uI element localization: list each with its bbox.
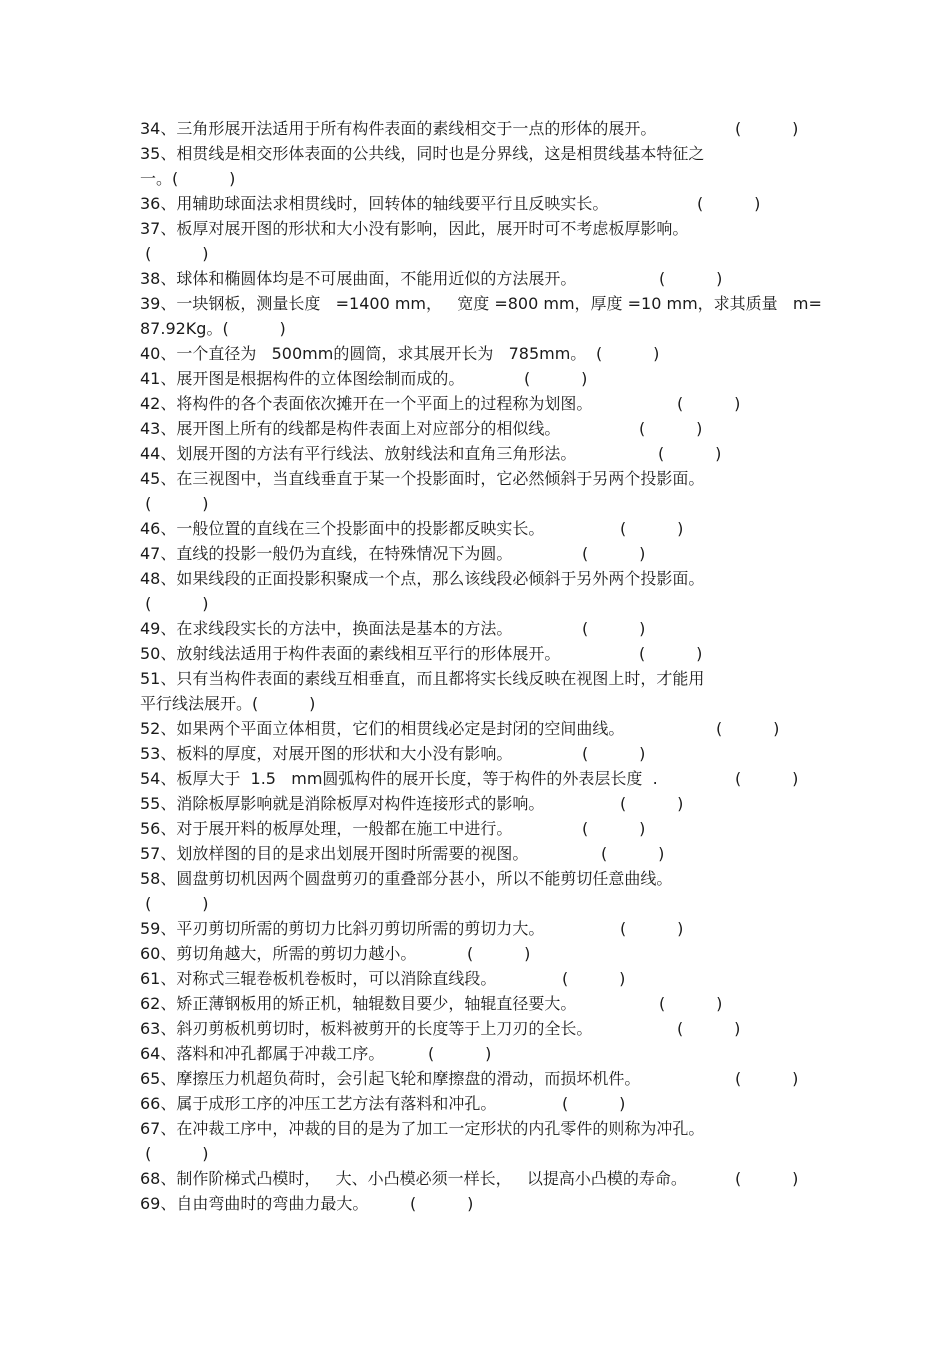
question-line (140, 666, 820, 691)
question-line (140, 1166, 820, 1191)
question-text: 平行线法展开。( ) (140, 694, 316, 713)
answer-bracket[interactable]: ( ) (658, 444, 722, 463)
answer-bracket[interactable]: ( ) (620, 919, 684, 938)
question-text: 63、斜刃剪板机剪切时，板料被剪开的长度等于上刀刃的全长。 (140, 1019, 593, 1038)
answer-bracket[interactable]: ( ) (601, 844, 665, 863)
answer-bracket[interactable]: ( ) (735, 119, 799, 138)
question-text: 46、一般位置的直线在三个投影面中的投影都反映实长。 (140, 519, 545, 538)
question-line (140, 391, 820, 416)
question-text: 65、摩擦压力机超负荷时，会引起飞轮和摩擦盘的滑动，而损坏机件。 (140, 1069, 641, 1088)
question-line (140, 1041, 820, 1066)
answer-bracket[interactable]: ( ) (428, 1044, 492, 1063)
question-text: ( ) (140, 594, 209, 613)
answer-bracket[interactable]: ( ) (639, 419, 703, 438)
question-text: 57、划放样图的目的是求出划展开图时所需要的视图。 (140, 844, 529, 863)
question-text: 52、如果两个平面立体相贯，它们的相贯线必定是封闭的空间曲线。 (140, 719, 625, 738)
question-text: 62、矫正薄钢板用的矫正机，轴辊数目要少，轴辊直径要大。 (140, 994, 577, 1013)
answer-bracket[interactable]: ( ) (735, 769, 799, 788)
question-text: 66、属于成形工序的冲压工艺方法有落料和冲孔。 (140, 1094, 497, 1113)
question-line (140, 966, 820, 991)
answer-bracket[interactable]: ( ) (562, 969, 626, 988)
answer-bracket[interactable]: ( ) (410, 1194, 474, 1213)
question-line (140, 691, 820, 716)
question-text: 37、板厚对展开图的形状和大小没有影响，因此，展开时可不考虑板厚影响。 (140, 219, 689, 238)
question-text: 48、如果线段的正面投影积聚成一个点，那么该线段必倾斜于另外两个投影面。 (140, 569, 705, 588)
question-list (140, 116, 820, 1216)
answer-bracket[interactable]: ( ) (582, 819, 646, 838)
answer-bracket[interactable]: ( ) (467, 944, 531, 963)
answer-bracket[interactable]: ( ) (735, 1169, 799, 1188)
question-line (140, 216, 820, 241)
question-text: ( ) (140, 244, 209, 263)
question-line (140, 566, 820, 591)
question-line (140, 1016, 820, 1041)
question-line (140, 766, 820, 791)
answer-bracket[interactable]: ( ) (524, 369, 588, 388)
question-line (140, 741, 820, 766)
question-line (140, 291, 820, 316)
question-text: 40、一个直径为 500mm的圆筒，求其展开长为 785mm。 (140, 344, 587, 363)
question-text: 44、划展开图的方法有平行线法、放射线法和直角三角形法。 (140, 444, 577, 463)
question-text: 34、三角形展开法适用于所有构件表面的素线相交于一点的形体的展开。 (140, 119, 657, 138)
question-line (140, 491, 820, 516)
question-line (140, 991, 820, 1016)
question-line (140, 916, 820, 941)
question-text: 55、消除板厚影响就是消除板厚对构件连接形式的影响。 (140, 794, 545, 813)
question-line (140, 441, 820, 466)
question-line (140, 366, 820, 391)
question-line (140, 341, 820, 366)
question-text: 43、展开图上所有的线都是构件表面上对应部分的相似线。 (140, 419, 561, 438)
question-text: 56、对于展开料的板厚处理，一般都在施工中进行。 (140, 819, 513, 838)
question-line (140, 1141, 820, 1166)
answer-bracket[interactable]: ( ) (697, 194, 761, 213)
question-line (140, 941, 820, 966)
answer-bracket[interactable]: ( ) (659, 269, 723, 288)
question-text: 35、相贯线是相交形体表面的公共线，同时也是分界线，这是相贯线基本特征之 (140, 144, 705, 163)
question-text: 59、平刃剪切所需的剪切力比斜刃剪切所需的剪切力大。 (140, 919, 545, 938)
question-line (140, 191, 820, 216)
question-text: 42、将构件的各个表面依次摊开在一个平面上的过程称为划图。 (140, 394, 593, 413)
question-text: 67、在冲裁工序中，冲裁的目的是为了加工一定形状的内孔零件的则称为冲孔。 (140, 1119, 705, 1138)
question-text: 41、展开图是根据构件的立体图绘制而成的。 (140, 369, 465, 388)
question-text: 39、一块钢板，测量长度 =1400 mm， 宽度 =800 mm，厚度 =10 mm，求其质量 m= (140, 294, 822, 313)
question-line (140, 841, 820, 866)
question-text: ( ) (140, 494, 209, 513)
question-line (140, 241, 820, 266)
answer-bracket[interactable]: ( ) (659, 994, 723, 1013)
question-text: 49、在求线段实长的方法中，换面法是基本的方法。 (140, 619, 513, 638)
answer-bracket[interactable]: ( ) (620, 794, 684, 813)
question-line (140, 141, 820, 166)
question-text: 64、落料和冲孔都属于冲裁工序。 (140, 1044, 385, 1063)
question-line (140, 591, 820, 616)
question-text: 68、制作阶梯式凸模时， 大、小凸模必须一样长， 以提高小凸模的寿命。 (140, 1169, 687, 1188)
answer-bracket[interactable]: ( ) (562, 1094, 626, 1113)
question-text: 61、对称式三辊卷板机卷板时，可以消除直线段。 (140, 969, 497, 988)
question-line (140, 1091, 820, 1116)
answer-bracket[interactable]: ( ) (735, 1069, 799, 1088)
question-line (140, 266, 820, 291)
answer-bracket[interactable]: ( ) (716, 719, 780, 738)
answer-bracket[interactable]: ( ) (596, 344, 660, 363)
question-text: 60、剪切角越大，所需的剪切力越小。 (140, 944, 417, 963)
question-text: 一。( ) (140, 169, 236, 188)
question-text: 58、圆盘剪切机因两个圆盘剪刃的重叠部分甚小，所以不能剪切任意曲线。 (140, 869, 673, 888)
answer-bracket[interactable]: ( ) (620, 519, 684, 538)
question-line (140, 791, 820, 816)
question-line (140, 891, 820, 916)
question-line (140, 1191, 820, 1216)
question-text: 87.92Kg。( ) (140, 319, 286, 338)
question-line (140, 541, 820, 566)
answer-bracket[interactable]: ( ) (582, 744, 646, 763)
question-text: 38、球体和椭圆体均是不可展曲面，不能用近似的方法展开。 (140, 269, 577, 288)
question-text: 54、板厚大于 1.5 mm圆弧构件的展开长度，等于构件的外表层长度 . (140, 769, 658, 788)
question-text: 45、在三视图中，当直线垂直于某一个投影面时，它必然倾斜于另两个投影面。 (140, 469, 705, 488)
question-line (140, 716, 820, 741)
question-text: 69、自由弯曲时的弯曲力最大。 (140, 1194, 369, 1213)
answer-bracket[interactable]: ( ) (677, 1019, 741, 1038)
question-text: 51、只有当构件表面的素线互相垂直，而且都将实长线反映在视图上时，才能用 (140, 669, 705, 688)
question-line (140, 416, 820, 441)
question-line (140, 516, 820, 541)
answer-bracket[interactable]: ( ) (639, 644, 703, 663)
question-line (140, 116, 820, 141)
question-line (140, 866, 820, 891)
question-line (140, 816, 820, 841)
answer-bracket[interactable]: ( ) (677, 394, 741, 413)
question-line (140, 1116, 820, 1141)
question-text: 50、放射线法适用于构件表面的素线相互平行的形体展开。 (140, 644, 561, 663)
question-line (140, 1066, 820, 1091)
question-text: 53、板料的厚度，对展开图的形状和大小没有影响。 (140, 744, 513, 763)
question-line (140, 466, 820, 491)
question-text: 47、直线的投影一般仍为直线，在特殊情况下为圆。 (140, 544, 513, 563)
answer-bracket[interactable]: ( ) (582, 544, 646, 563)
question-text: 36、用辅助球面法求相贯线时，回转体的轴线要平行且反映实长。 (140, 194, 609, 213)
question-text: ( ) (140, 894, 209, 913)
question-line (140, 316, 820, 341)
question-line (140, 166, 820, 191)
answer-bracket[interactable]: ( ) (582, 619, 646, 638)
question-line (140, 616, 820, 641)
question-text: ( ) (140, 1144, 209, 1163)
question-line (140, 641, 820, 666)
